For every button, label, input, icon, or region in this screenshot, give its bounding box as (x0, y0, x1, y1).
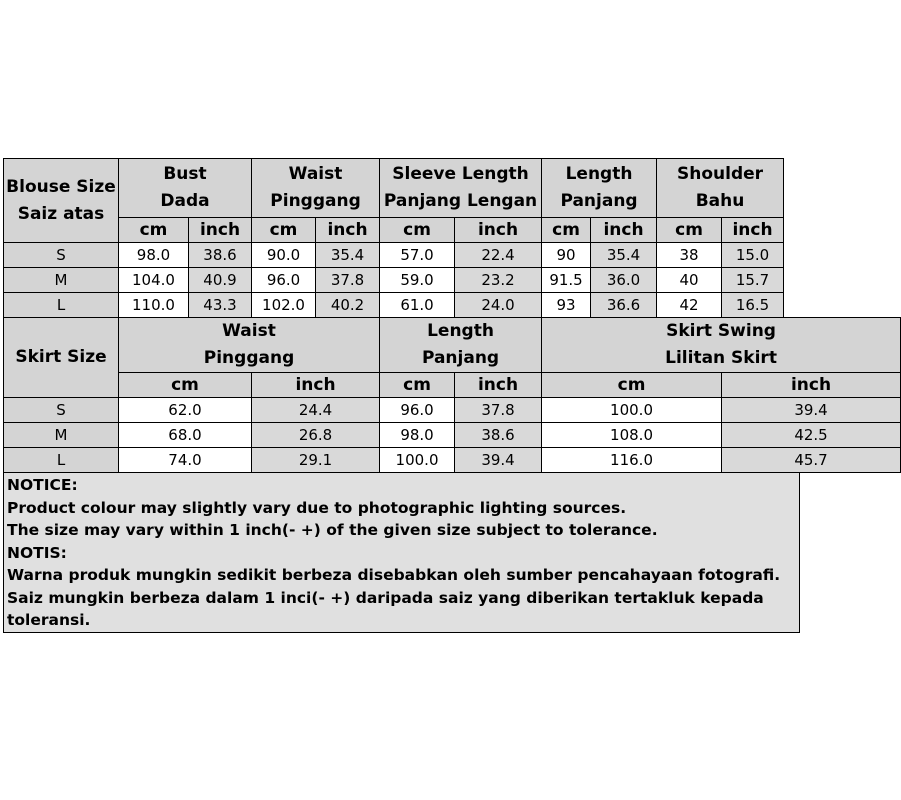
blouse-units-row (4, 218, 901, 243)
col-bust-ms: Dada (160, 191, 210, 211)
cell-value: 37.8 (316, 268, 380, 293)
cell-value: 61.0 (380, 293, 455, 318)
blouse-title-en: Blouse Size (6, 176, 116, 197)
col-waist-en: Waist (288, 164, 343, 184)
cell-value: 96.0 (380, 398, 455, 423)
col-sleeve-ms: Panjang Lengan (383, 191, 538, 211)
unit-inch: inch (455, 373, 542, 398)
cell-value: 40.2 (316, 293, 380, 318)
unit-inch: inch (252, 373, 380, 398)
cell-value: 43.3 (189, 293, 252, 318)
cell-value: 29.1 (252, 448, 380, 473)
cell-value: 98.0 (119, 243, 189, 268)
col-shoulder (657, 159, 784, 218)
cell-value: 16.5 (722, 293, 784, 318)
unit-cm: cm (380, 218, 455, 243)
notis-line: Warna produk mungkin sedikit berbeza disebabkan oleh sumber pencahayaan fotografi. (7, 566, 781, 584)
size-label: M (4, 423, 119, 448)
unit-inch: inch (722, 218, 784, 243)
cell-value: 104.0 (119, 268, 189, 293)
skirt-row (4, 423, 901, 448)
unit-cm: cm (119, 373, 252, 398)
unit-inch: inch (591, 218, 657, 243)
cell-value: 59.0 (380, 268, 455, 293)
size-label: M (4, 268, 119, 293)
size-table (3, 158, 901, 473)
cell-value: 102.0 (252, 293, 316, 318)
blouse-size-title (4, 159, 119, 243)
cell-value: 39.4 (722, 398, 901, 423)
unit-cm: cm (380, 373, 455, 398)
cell-value: 93 (542, 293, 591, 318)
cell-value: 91.5 (542, 268, 591, 293)
unit-inch: inch (316, 218, 380, 243)
notice-line: The size may vary within 1 inch(- +) of the given size subject to tolerance. (7, 521, 658, 539)
cell-value: 38 (657, 243, 722, 268)
cell-value: 35.4 (316, 243, 380, 268)
size-chart (3, 158, 832, 633)
cell-value: 38.6 (455, 423, 542, 448)
unit-cm: cm (542, 373, 722, 398)
cell-value: 74.0 (119, 448, 252, 473)
col-bust (119, 159, 252, 218)
unit-inch: inch (455, 218, 542, 243)
notice-heading: NOTICE: (7, 476, 78, 494)
cell-value: 15.7 (722, 268, 784, 293)
skirt-units-row (4, 373, 901, 398)
skirt-col-length-en: Length (427, 321, 494, 341)
skirt-col-waist-ms: Pinggang (203, 348, 295, 368)
cell-value: 26.8 (252, 423, 380, 448)
skirt-col-length (380, 318, 542, 373)
skirt-row (4, 398, 901, 423)
cell-value: 116.0 (542, 448, 722, 473)
unit-inch: inch (189, 218, 252, 243)
cell-value: 45.7 (722, 448, 901, 473)
skirt-col-swing-en: Skirt Swing (666, 321, 776, 341)
skirt-header-row (4, 318, 901, 373)
cell-value: 98.0 (380, 423, 455, 448)
cell-value: 40 (657, 268, 722, 293)
skirt-row (4, 448, 901, 473)
size-label: S (4, 243, 119, 268)
cell-value: 42 (657, 293, 722, 318)
cell-value: 38.6 (189, 243, 252, 268)
cell-value: 108.0 (542, 423, 722, 448)
unit-cm: cm (542, 218, 591, 243)
cell-value: 90.0 (252, 243, 316, 268)
cell-value: 36.0 (591, 268, 657, 293)
size-label: S (4, 398, 119, 423)
notice-box (3, 473, 800, 633)
size-label: L (4, 293, 119, 318)
blouse-row (4, 268, 901, 293)
cell-value: 68.0 (119, 423, 252, 448)
col-shoulder-en: Shoulder (677, 164, 764, 184)
col-bust-en: Bust (163, 164, 207, 184)
cell-value: 24.0 (455, 293, 542, 318)
cell-value: 40.9 (189, 268, 252, 293)
unit-cm: cm (119, 218, 189, 243)
blouse-header-row (4, 159, 901, 218)
cell-value: 39.4 (455, 448, 542, 473)
cell-value: 62.0 (119, 398, 252, 423)
cell-value: 100.0 (542, 398, 722, 423)
size-label: L (4, 448, 119, 473)
cell-value: 36.6 (591, 293, 657, 318)
skirt-col-waist (119, 318, 380, 373)
col-length-ms: Panjang (560, 191, 638, 211)
cell-value: 35.4 (591, 243, 657, 268)
skirt-col-length-ms: Panjang (421, 348, 500, 368)
cell-value: 96.0 (252, 268, 316, 293)
cell-value: 23.2 (455, 268, 542, 293)
skirt-col-swing (542, 318, 901, 373)
col-waist-ms: Pinggang (270, 191, 361, 211)
cell-value: 22.4 (455, 243, 542, 268)
notice-line: Product colour may slightly vary due to photographic lighting sources. (7, 498, 627, 517)
col-waist (252, 159, 380, 218)
blouse-row (4, 293, 901, 318)
col-sleeve-length (380, 159, 542, 218)
notis-line: Saiz mungkin berbeza dalam 1 inci(- +) daripada saiz yang diberikan tertakluk kepada toleransi. (7, 588, 764, 629)
skirt-col-waist-en: Waist (222, 321, 276, 341)
blouse-title-ms: Saiz atas (17, 203, 105, 224)
col-shoulder-ms: Bahu (695, 191, 745, 211)
cell-value: 100.0 (380, 448, 455, 473)
cell-value: 57.0 (380, 243, 455, 268)
blouse-row (4, 243, 901, 268)
col-sleeve-en: Sleeve Length (392, 164, 529, 184)
cell-value: 42.5 (722, 423, 901, 448)
unit-cm: cm (657, 218, 722, 243)
cell-value: 15.0 (722, 243, 784, 268)
cell-value: 37.8 (455, 398, 542, 423)
skirt-col-swing-ms: Lilitan Skirt (665, 348, 777, 368)
col-length (542, 159, 657, 218)
cell-value: 24.4 (252, 398, 380, 423)
unit-cm: cm (252, 218, 316, 243)
unit-inch: inch (722, 373, 901, 398)
notis-heading: NOTIS: (7, 543, 67, 562)
cell-value: 110.0 (119, 293, 189, 318)
cell-value: 90 (542, 243, 591, 268)
col-length-en: Length (565, 164, 633, 184)
skirt-size-title: Skirt Size (4, 318, 119, 398)
